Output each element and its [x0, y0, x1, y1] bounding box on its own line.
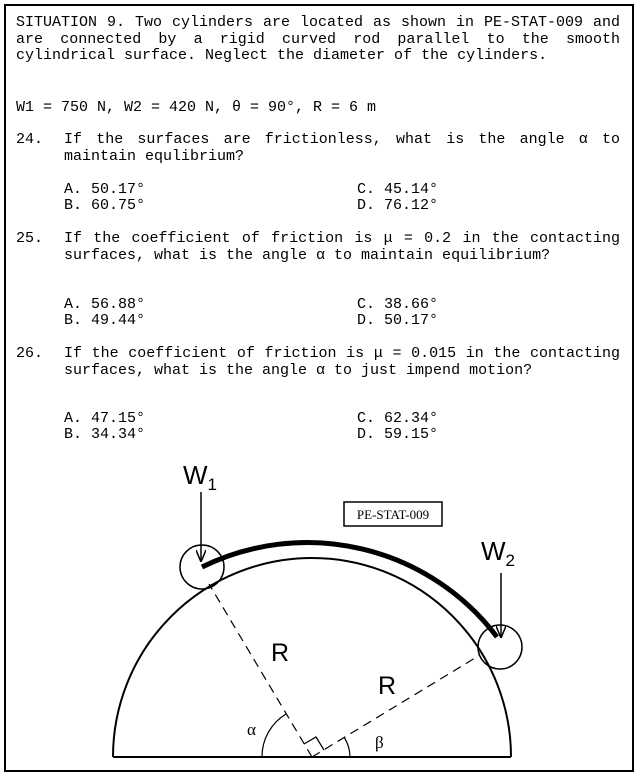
curved-rod	[202, 543, 497, 637]
alpha-label: α	[247, 720, 256, 739]
question-26-choice-b: B. 34.34°	[64, 426, 146, 443]
question-26-text: If the coefficient of friction is μ = 0.015 in the contacting surfaces, what is the angle α to just impend motion?	[64, 345, 620, 379]
question-25-number: 25.	[16, 230, 44, 247]
radius-line-2	[312, 655, 480, 757]
w1-label: $W_1$	[183, 460, 218, 494]
question-24-text: If the surfaces are frictionless, what is the angle α to maintain equlibrium?	[64, 131, 620, 165]
question-25-choice-b: B. 49.44°	[64, 312, 146, 329]
radius-line-1	[209, 584, 312, 757]
radius-label-2: R	[378, 672, 397, 700]
question-26-choice-d: D. 59.15°	[357, 426, 439, 443]
cylindrical-surface	[113, 558, 511, 757]
question-25-text: If the coefficient of friction is μ = 0.2 in the contacting surfaces, what is the angle α to maintain equilibrium?	[64, 230, 620, 264]
radius-label-1: R	[271, 639, 290, 667]
question-26-number: 26.	[16, 345, 44, 362]
question-25-choice-a: A. 56.88°	[64, 296, 146, 313]
figure-tag	[344, 502, 442, 526]
cylinder-w2	[478, 625, 522, 669]
figure-tag-label: PE-STAT-009	[356, 507, 430, 522]
question-25-choice-d: D. 50.17°	[357, 312, 439, 329]
question-26-choice-c: C. 62.34°	[357, 410, 439, 427]
question-24-number: 24.	[16, 131, 44, 148]
question-24-choice-c: C. 45.14°	[357, 181, 439, 198]
right-angle-marker	[304, 737, 324, 750]
w2-label: $W_2$	[481, 536, 516, 570]
alpha-arc	[262, 714, 286, 757]
beta-arc	[344, 737, 350, 757]
question-24-choice-a: A. 50.17°	[64, 181, 146, 198]
given-values: W1 = 750 N, W2 = 420 N, θ = 90°, R = 6 m	[16, 99, 377, 116]
question-24-choice-d: D. 76.12°	[357, 197, 439, 214]
beta-label: β	[375, 733, 384, 752]
question-24-choice-b: B. 60.75°	[64, 197, 146, 214]
situation-text: SITUATION 9. Two cylinders are located as shown in PE-STAT-009 and are connected by a rigid curved rod parallel to the smooth cylindrical surface. Neglect the diameter of the cylinders.	[16, 14, 620, 64]
question-25-choice-c: C. 38.66°	[357, 296, 439, 313]
question-26-choice-a: A. 47.15°	[64, 410, 146, 427]
